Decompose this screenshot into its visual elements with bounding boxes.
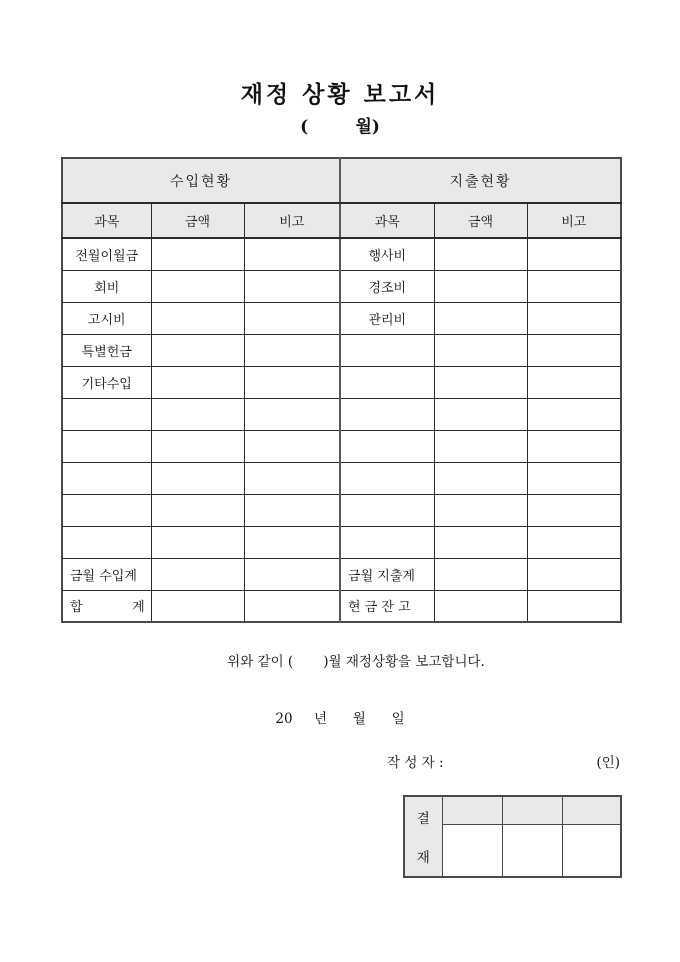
expense-amount-header: 금액 [434, 203, 527, 238]
income-amount-cell [151, 430, 244, 462]
expense-item-cell [340, 462, 434, 494]
income-note-cell [244, 430, 340, 462]
income-section-header: 수입현황 [62, 158, 340, 203]
income-item-cell: 고시비 [62, 302, 151, 334]
income-total-note-cell [244, 558, 340, 590]
expense-note-cell [527, 334, 621, 366]
approval-char-top: 결 [416, 810, 430, 827]
income-note-cell [244, 334, 340, 366]
income-item-cell: 전월이월금 [62, 238, 151, 270]
income-note-cell [244, 462, 340, 494]
income-note-header: 비고 [244, 203, 340, 238]
income-amount-cell [151, 238, 244, 270]
income-item-cell [62, 430, 151, 462]
finance-table [61, 157, 622, 623]
expense-amount-cell [434, 270, 527, 302]
expense-item-cell [340, 430, 434, 462]
income-item-cell: 특별헌금 [62, 334, 151, 366]
income-amount-cell [151, 494, 244, 526]
expense-item-cell [340, 398, 434, 430]
expense-note-header: 비고 [527, 203, 621, 238]
approval-role-cell [562, 796, 621, 824]
income-item-cell [62, 398, 151, 430]
approval-role-cell [442, 796, 502, 824]
expense-note-cell [527, 494, 621, 526]
approval-char-bottom: 재 [416, 850, 430, 867]
seal-label: (인) [596, 755, 620, 771]
expense-item-cell [340, 334, 434, 366]
expense-total-label-cell: 금월 지출계 [340, 558, 434, 590]
expense-item-cell: 관리비 [340, 302, 434, 334]
expense-amount-cell [434, 334, 527, 366]
expense-section-header: 지출현황 [340, 158, 621, 203]
expense-amount-cell [434, 398, 527, 430]
expense-amount-cell [434, 302, 527, 334]
grand-total-amount-cell [151, 590, 244, 622]
date-line: 20 년 월 일 [275, 711, 405, 727]
expense-item-cell: 행사비 [340, 238, 434, 270]
approval-role-cell [502, 796, 562, 824]
income-amount-cell [151, 462, 244, 494]
expense-item-cell: 경조비 [340, 270, 434, 302]
expense-category-header: 과목 [340, 203, 434, 238]
page-subtitle-month: ( 월) [300, 117, 380, 137]
approval-stamp-box [403, 795, 622, 878]
report-statement: 위와 같이 ( )월 재정상황을 보고합니다. [227, 654, 485, 670]
approval-signature-cell [442, 824, 502, 877]
income-amount-cell [151, 334, 244, 366]
income-item-cell: 기타수입 [62, 366, 151, 398]
income-amount-header: 금액 [151, 203, 244, 238]
grand-total-row [62, 590, 621, 622]
cash-balance-label-cell: 현 금 잔 고 [340, 590, 434, 622]
grand-total-label-cell: 합 계 [62, 590, 151, 622]
approval-title-cell [404, 796, 442, 877]
expense-note-cell [527, 398, 621, 430]
expense-amount-cell [434, 430, 527, 462]
section-header-row [62, 158, 621, 203]
income-note-cell [244, 270, 340, 302]
income-item-cell [62, 526, 151, 558]
income-category-header: 과목 [62, 203, 151, 238]
page-title: 재정 상황 보고서 [240, 81, 440, 108]
income-note-cell [244, 494, 340, 526]
table-row-empty [62, 526, 621, 558]
table-row [62, 238, 621, 270]
income-amount-cell [151, 302, 244, 334]
table-row [62, 334, 621, 366]
expense-note-cell [527, 526, 621, 558]
expense-note-cell [527, 462, 621, 494]
expense-item-cell [340, 494, 434, 526]
expense-item-cell [340, 526, 434, 558]
table-row-empty [62, 398, 621, 430]
income-item-cell: 회비 [62, 270, 151, 302]
expense-amount-cell [434, 526, 527, 558]
income-amount-cell [151, 398, 244, 430]
grand-total-note-cell [244, 590, 340, 622]
income-note-cell [244, 526, 340, 558]
expense-amount-cell [434, 366, 527, 398]
approval-signature-cell [562, 824, 621, 877]
income-item-cell [62, 462, 151, 494]
cash-balance-amount-cell [434, 590, 527, 622]
table-row [62, 366, 621, 398]
approval-title-stack [405, 797, 442, 876]
approval-signature-cell [502, 824, 562, 877]
totals-row [62, 558, 621, 590]
income-amount-cell [151, 270, 244, 302]
expense-amount-cell [434, 494, 527, 526]
table-row-empty [62, 462, 621, 494]
table-row-empty [62, 494, 621, 526]
income-note-cell [244, 238, 340, 270]
income-note-cell [244, 302, 340, 334]
expense-amount-cell [434, 462, 527, 494]
expense-item-cell [340, 366, 434, 398]
writer-row [387, 751, 620, 771]
cash-balance-note-cell [527, 590, 621, 622]
income-note-cell [244, 398, 340, 430]
income-amount-cell [151, 366, 244, 398]
income-total-label-cell: 금월 수입계 [62, 558, 151, 590]
expense-amount-cell [434, 238, 527, 270]
writer-label: 작 성 자 : [387, 755, 444, 771]
expense-total-amount-cell [434, 558, 527, 590]
expense-total-note-cell [527, 558, 621, 590]
income-amount-cell [151, 526, 244, 558]
approval-header-row [404, 796, 621, 824]
income-note-cell [244, 366, 340, 398]
expense-note-cell [527, 302, 621, 334]
table-row [62, 270, 621, 302]
expense-note-cell [527, 238, 621, 270]
table-row [62, 302, 621, 334]
table-row-empty [62, 430, 621, 462]
income-total-amount-cell [151, 558, 244, 590]
expense-note-cell [527, 430, 621, 462]
column-header-row [62, 203, 621, 238]
income-item-cell [62, 494, 151, 526]
expense-note-cell [527, 366, 621, 398]
expense-note-cell [527, 270, 621, 302]
